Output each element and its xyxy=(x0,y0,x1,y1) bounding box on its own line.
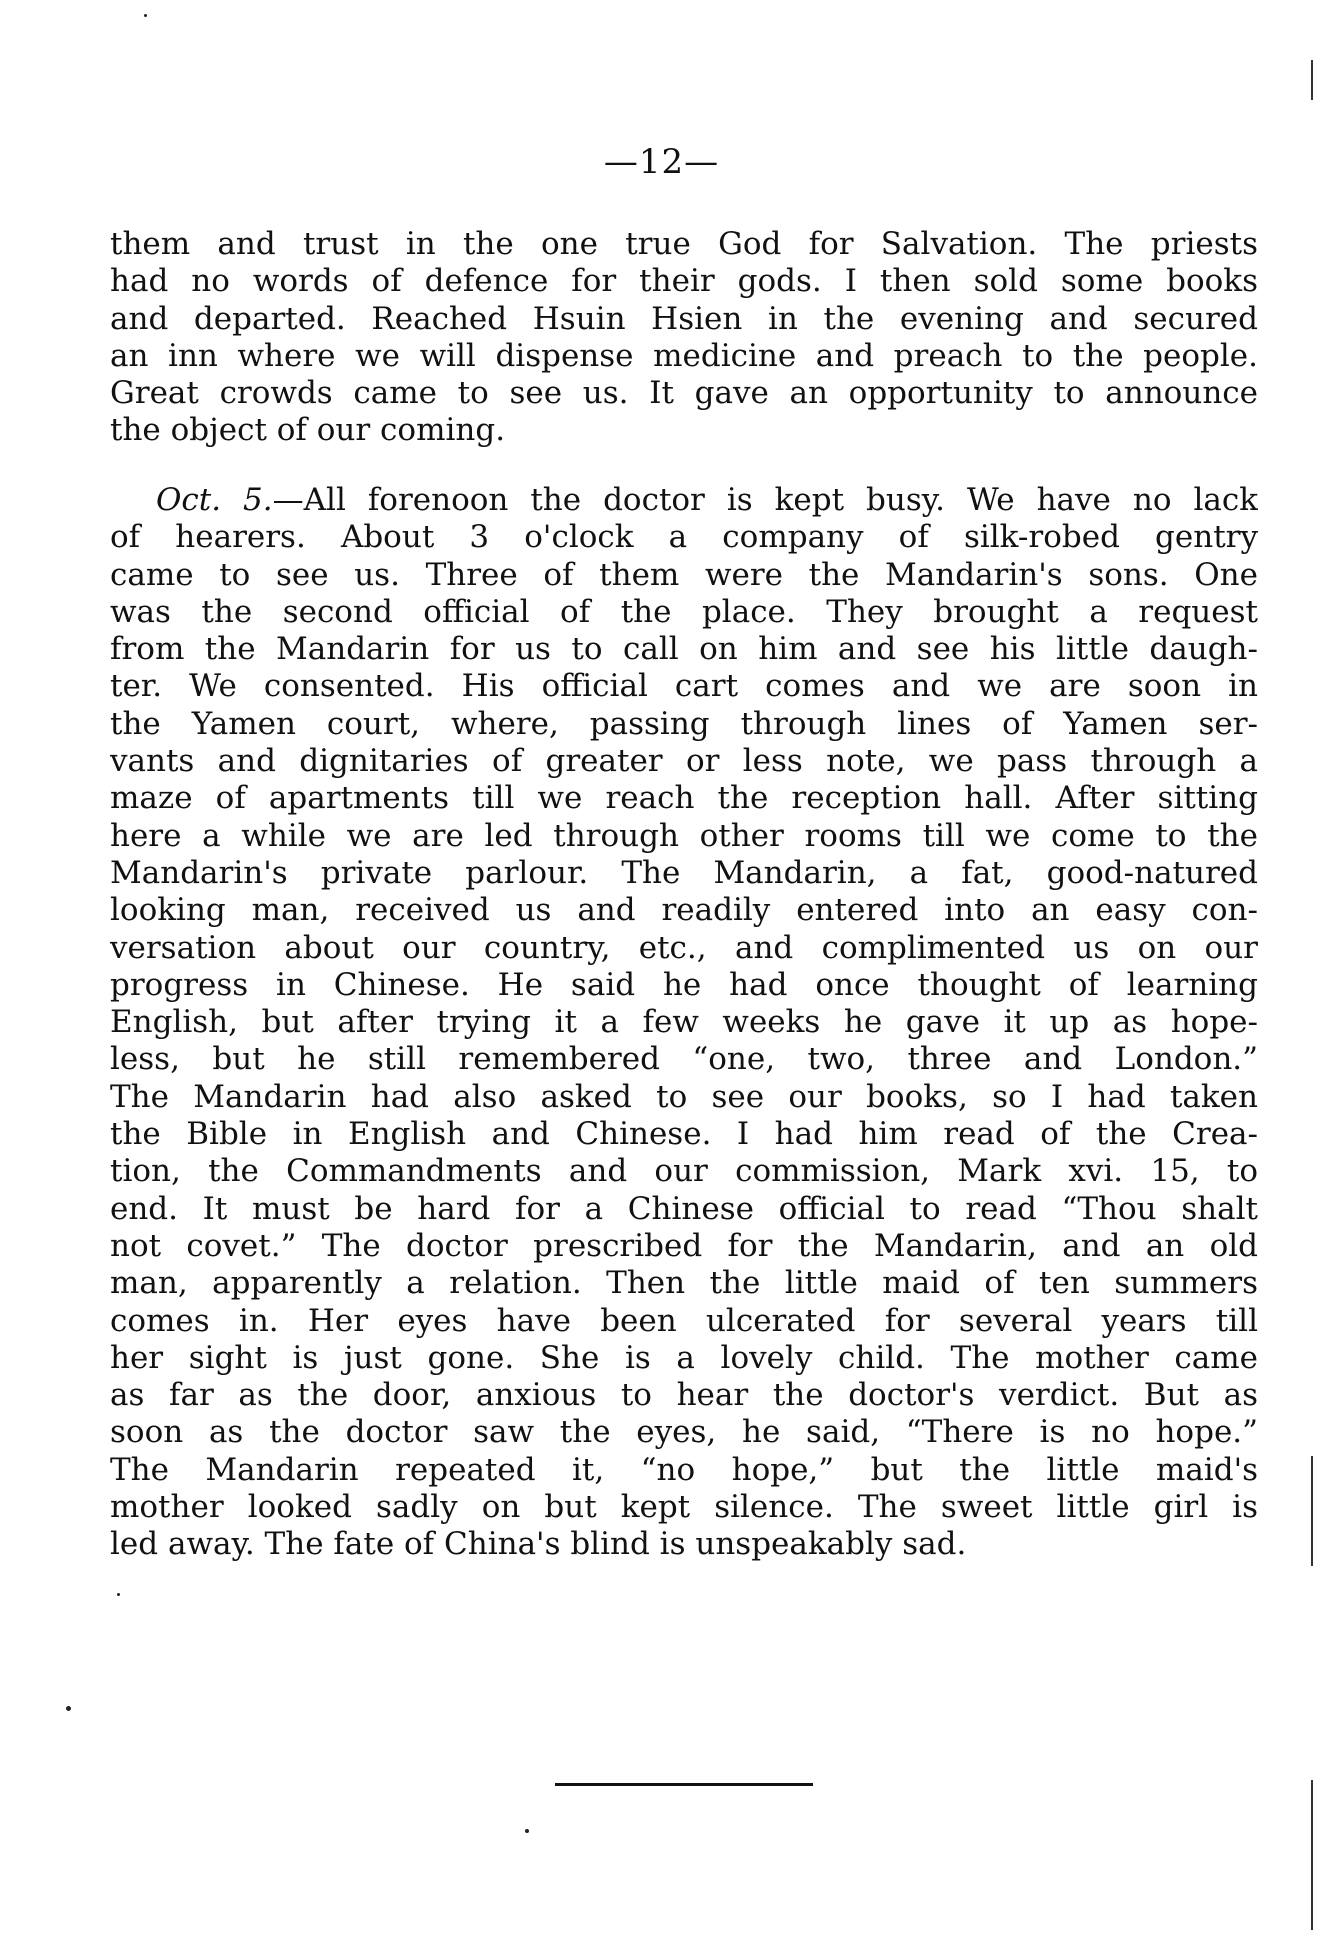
scan-speck xyxy=(144,14,147,17)
text-line: versation about our country, etc., and complimented us on our xyxy=(110,929,1258,966)
scan-edge-mark xyxy=(1311,1780,1313,1930)
scan-speck xyxy=(66,1706,71,1711)
text-line: Great crowds came to see us. It gave an opportunity to announce xyxy=(110,375,1258,412)
scan-edge-mark xyxy=(1311,1456,1313,1566)
text-line: was the second official of the place. They brought a request xyxy=(110,593,1258,630)
text-line: the object of our coming. xyxy=(110,412,506,449)
text-line: the Bible in English and Chinese. I had him read of the Crea- xyxy=(110,1116,1258,1153)
section-divider-rule xyxy=(555,1783,813,1786)
text-line: them and trust in the one true God for Salvation. The priests xyxy=(110,226,1258,262)
text-line: ter. We consented. His official cart comes and we are soon in xyxy=(110,668,1258,705)
scan-edge-mark xyxy=(1311,60,1313,100)
entry-date: Oct. 5. xyxy=(156,482,273,518)
text-line: end. It must be hard for a Chinese official to read “Thou shalt xyxy=(110,1190,1258,1227)
text-line: man, apparently a relation. Then the little maid of ten summers xyxy=(110,1265,1258,1302)
text-line: looking man, received us and readily entered into an easy con- xyxy=(110,892,1258,929)
text-line: progress in Chinese. He said he had once thought of learning xyxy=(110,966,1258,1003)
text-line: maze of apartments till we reach the reception hall. After sitting xyxy=(110,780,1258,817)
text-line: mother looked sadly on but kept silence. The sweet little girl is xyxy=(110,1489,1258,1526)
text-line: came to see us. Three of them were the Mandarin's sons. One xyxy=(110,556,1258,593)
text-line: the Yamen court, where, passing through lines of Yamen ser- xyxy=(110,705,1258,742)
text-line: of hearers. About 3 o'clock a company of silk-robed gentry xyxy=(110,519,1258,556)
text-line: tion, the Commandments and our commission, Mark xvi. 15, to xyxy=(110,1153,1258,1190)
page-number: —12— xyxy=(603,142,720,182)
text-line: an inn where we will dispense medicine and preach to the people. xyxy=(110,337,1258,374)
text-line: as far as the door, anxious to hear the doctor's verdict. But as xyxy=(110,1377,1258,1414)
text-line: The Mandarin repeated it, “no hope,” but the little maid's xyxy=(110,1451,1258,1488)
text-line: vants and dignitaries of greater or less note, we pass through a xyxy=(110,743,1258,780)
text-line-first xyxy=(110,482,1258,519)
text-line: led away. The fate of China's blind is unspeakably sad. xyxy=(110,1526,967,1563)
scan-speck xyxy=(525,1829,529,1833)
text-line: from the Mandarin for us to call on him and see his little daugh- xyxy=(110,631,1258,668)
entry-first-line-text: —All forenoon the doctor is kept busy. We have no lack xyxy=(272,482,1258,518)
text-line: and departed. Reached Hsuin Hsien in the evening and secured xyxy=(110,300,1258,337)
text-line: Mandarin's private parlour. The Mandarin, a fat, good-natured xyxy=(110,854,1258,891)
text-line: English, but after trying it a few weeks he gave it up as hope- xyxy=(110,1004,1258,1041)
text-line: soon as the doctor saw the eyes, he said, “There is no hope.” xyxy=(110,1414,1258,1451)
text-line: The Mandarin had also asked to see our books, so I had taken xyxy=(110,1078,1258,1115)
text-line: less, but he still remembered “one, two, three and London.” xyxy=(110,1041,1258,1078)
text-line: here a while we are led through other rooms till we come to the xyxy=(110,817,1258,854)
text-line: not covet.” The doctor prescribed for the Mandarin, and an old xyxy=(110,1227,1258,1264)
paragraph-continued xyxy=(110,226,1258,450)
scan-speck xyxy=(117,1593,120,1596)
text-line: comes in. Her eyes have been ulcerated for several years till xyxy=(110,1302,1258,1339)
diary-entry-oct-5 xyxy=(110,482,1258,1564)
text-line: had no words of defence for their gods. I then sold some books xyxy=(110,263,1258,300)
text-line: her sight is just gone. She is a lovely child. The mother came xyxy=(110,1339,1258,1376)
